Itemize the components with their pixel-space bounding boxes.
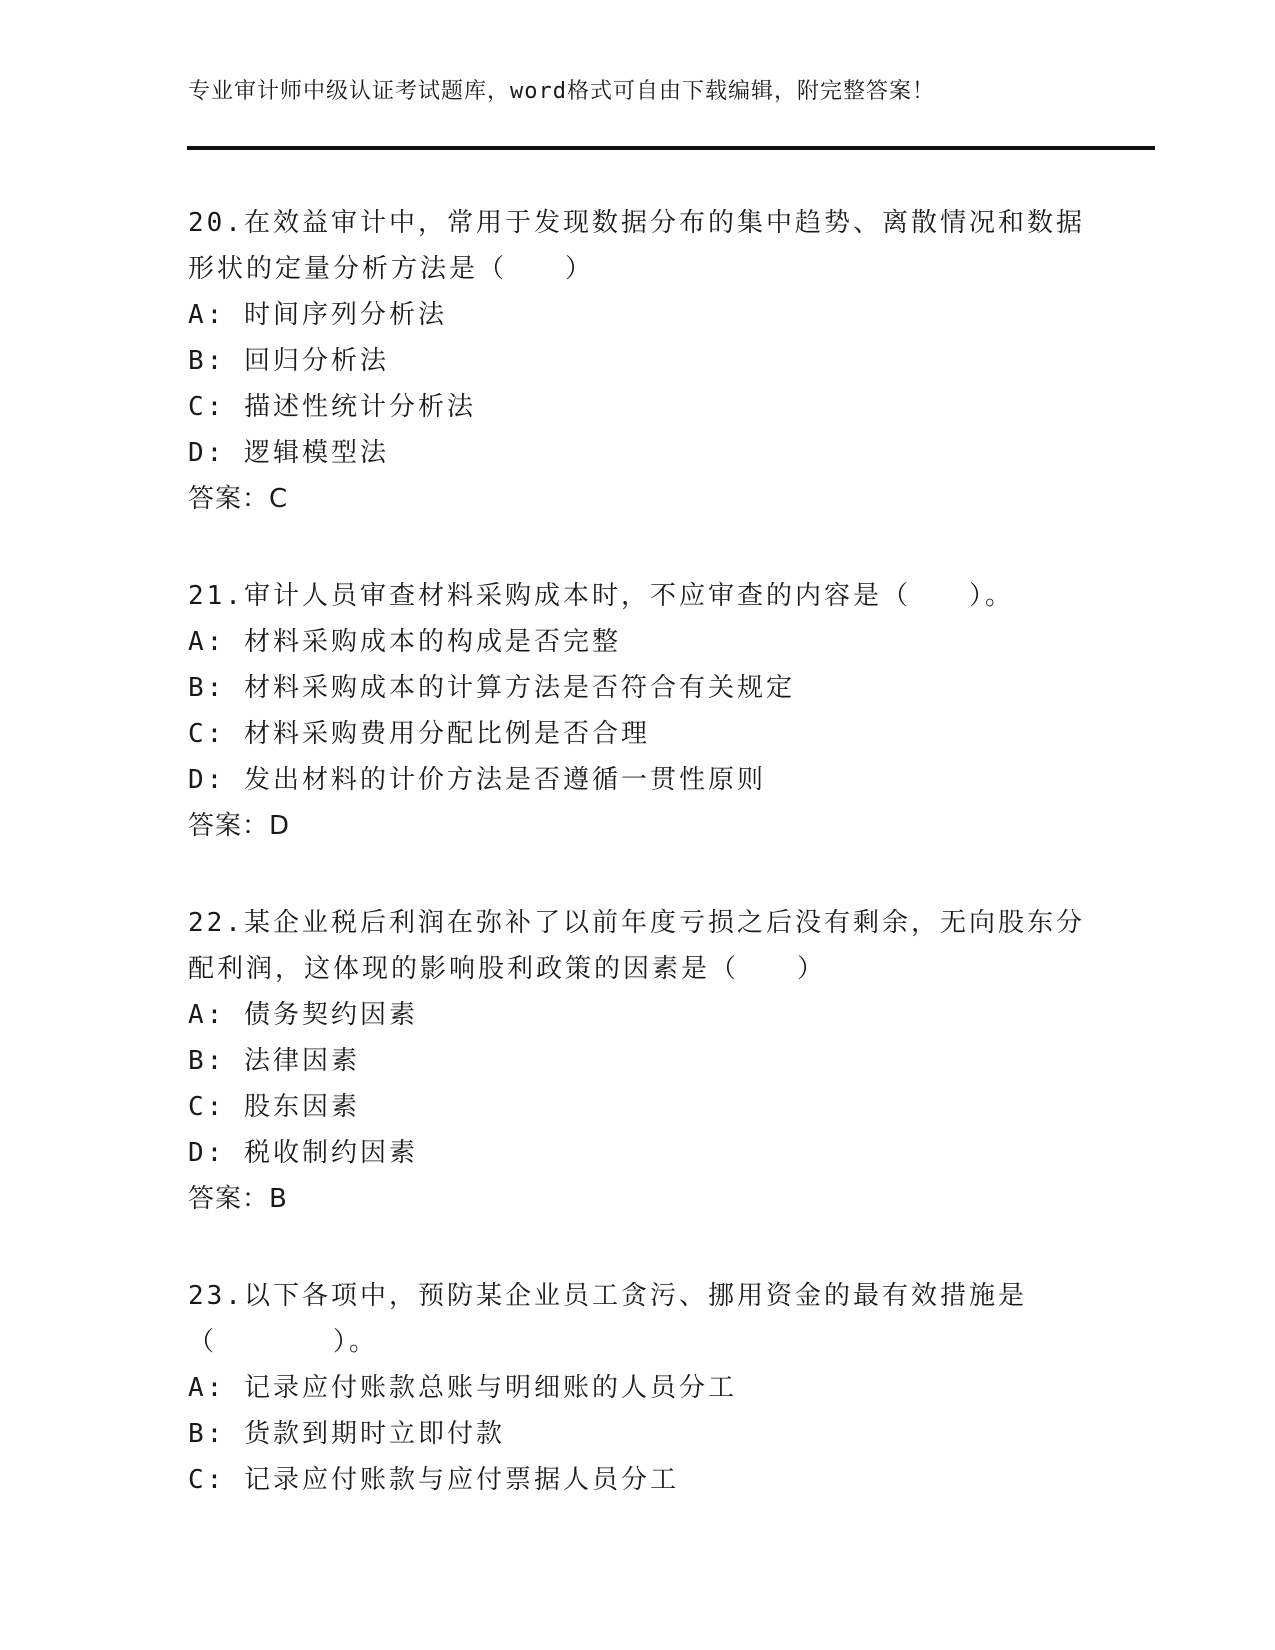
option-b: B: 货款到期时立即付款 [188,1419,505,1449]
option-c: C: 记录应付账款与应付票据人员分工 [188,1465,679,1495]
question-stem: 21.审计人员审查材料采购成本时，不应审查的内容是（ ）。 [188,581,1014,611]
answer-line: 答案：C [188,484,289,514]
option-a: A: 债务契约因素 [188,1000,418,1030]
header-divider [187,146,1155,150]
question-stem: 20.在效益审计中，常用于发现数据分布的集中趋势、离散情况和数据形状的定量分析方法是（ ） [188,208,1085,284]
option-b: B: 回归分析法 [188,346,389,376]
question-22 [188,900,1088,1222]
question-list [188,200,1088,1554]
question-21 [188,573,1088,849]
option-d: D: 逻辑模型法 [188,438,389,468]
option-d: D: 发出材料的计价方法是否遵循一贯性原则 [188,765,766,795]
option-c: C: 材料采购费用分配比例是否合理 [188,719,650,749]
option-c: C: 股东因素 [188,1092,360,1122]
answer-line: 答案：D [188,811,291,841]
question-stem: 23.以下各项中，预防某企业员工贪污、挪用资金的最有效措施是（ ）。 [188,1281,1027,1357]
question-23 [188,1273,1088,1503]
option-d: D: 税收制约因素 [188,1138,418,1168]
question-20 [188,200,1088,522]
page-header: 专业审计师中级认证考试题库，word格式可自由下载编辑，附完整答案！ [188,79,935,104]
question-stem: 22.某企业税后利润在弥补了以前年度亏损之后没有剩余，无向股东分配利润，这体现的影响股利政策的因素是（ ） [188,908,1085,984]
option-a: A: 时间序列分析法 [188,300,447,330]
option-a: A: 材料采购成本的构成是否完整 [188,627,621,657]
option-a: A: 记录应付账款总账与明细账的人员分工 [188,1373,737,1403]
option-c: C: 描述性统计分析法 [188,392,476,422]
answer-line: 答案：B [188,1184,288,1214]
option-b: B: 法律因素 [188,1046,360,1076]
option-b: B: 材料采购成本的计算方法是否符合有关规定 [188,673,795,703]
